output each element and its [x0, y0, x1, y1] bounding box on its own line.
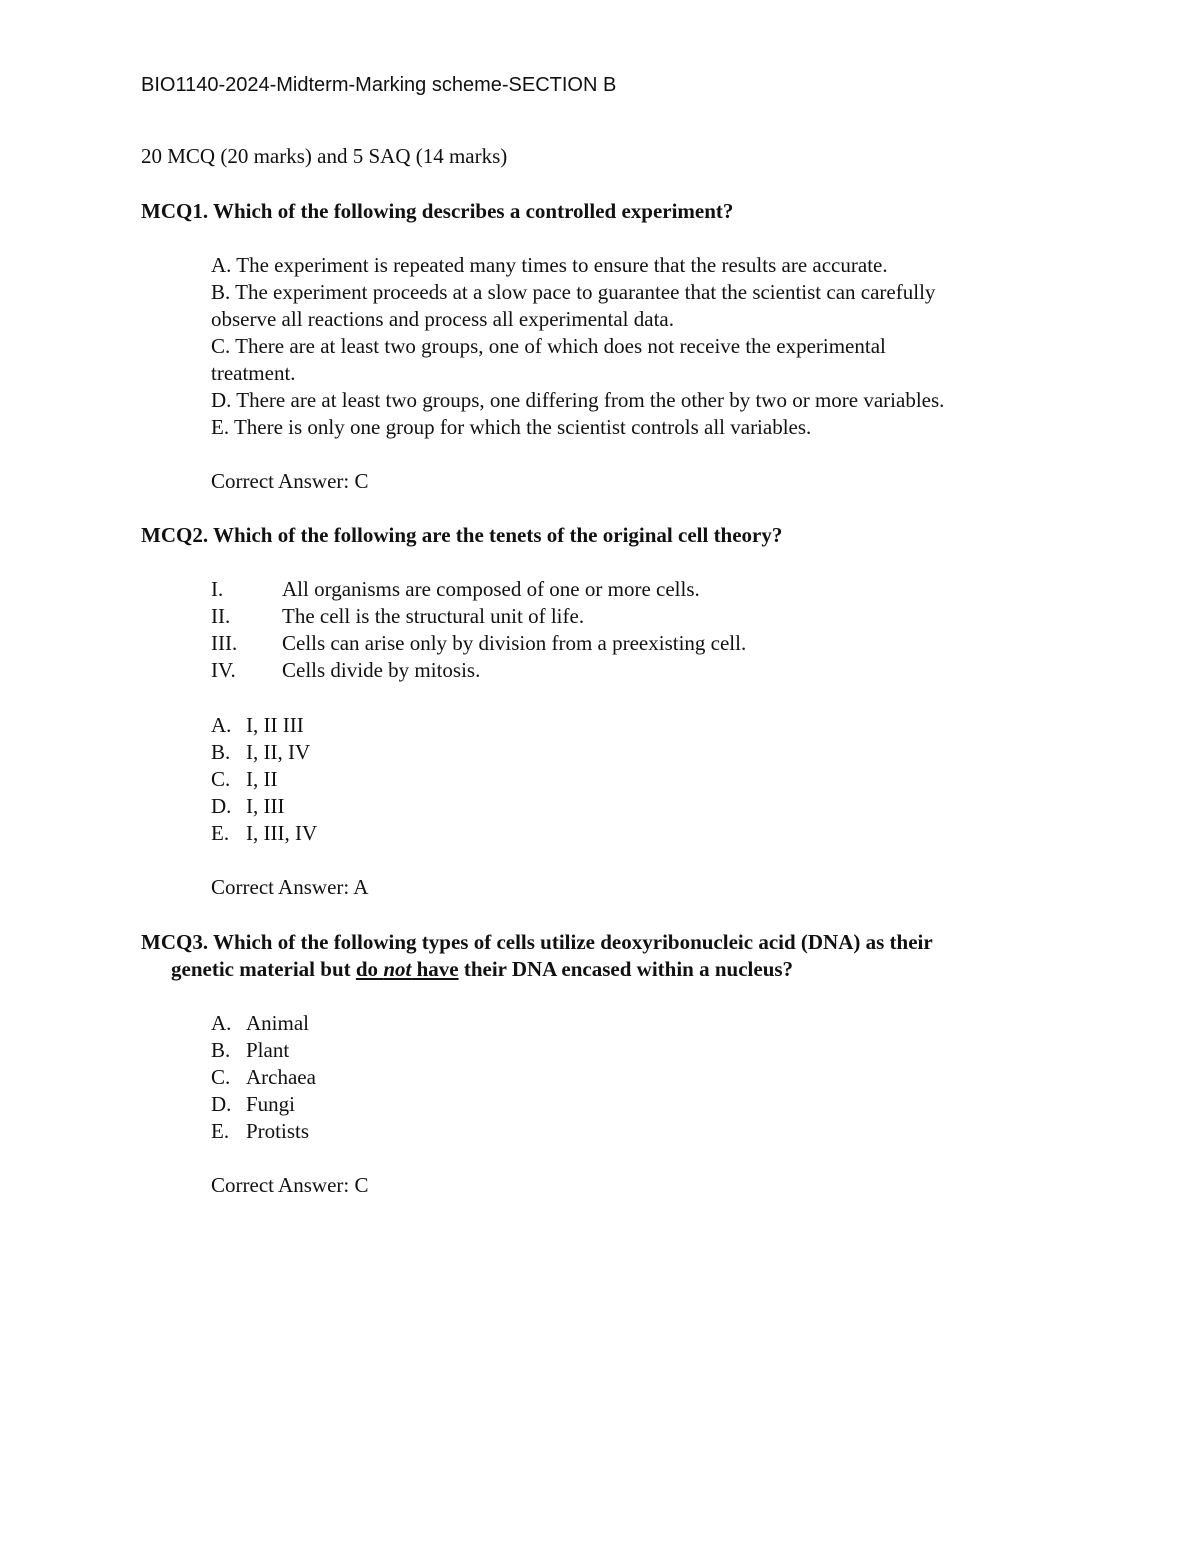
document-title: BIO1140-2024-Midterm-Marking scheme-SECTION B — [141, 74, 617, 96]
mcq3-question-line2 — [171, 956, 793, 983]
mcq2-option-letter: A. — [211, 713, 232, 737]
mcq2-question: MCQ2. Which of the following are the tenets of the original cell theory? — [141, 523, 783, 547]
mcq3-option-text: Protists — [246, 1119, 310, 1143]
mcq2-option-text: I, III — [246, 794, 285, 818]
mcq3-do: do — [355, 957, 384, 981]
mcq2-correct-answer: Correct Answer: A — [211, 875, 369, 899]
mcq2-statement-num: I. — [211, 577, 224, 601]
mcq2-statement-text: Cells can arise only by division from a preexisting cell. — [282, 631, 747, 655]
mcq2-option-letter: D. — [211, 794, 232, 818]
mcq3-have: have — [411, 957, 459, 981]
mcq2-statement-num: II. — [211, 604, 231, 628]
mcq3-option-text: Archaea — [246, 1065, 316, 1089]
mcq1-option-d: D. There are at least two groups, one differing from the other by two or more variables. — [211, 388, 945, 412]
mcq3-option-letter: E. — [211, 1119, 230, 1143]
mcq2-statement-text: All organisms are composed of one or more cells. — [282, 577, 700, 601]
mcq3-correct-answer: Correct Answer: C — [211, 1173, 369, 1197]
mcq2-option-letter: C. — [211, 767, 231, 791]
mcq2-option-text: I, III, IV — [246, 821, 318, 845]
mcq3-option-text: Animal — [246, 1011, 309, 1035]
mcq1-option-b: B. The experiment proceeds at a slow pace to guarantee that the scientist can carefully — [211, 280, 936, 304]
mcq3-option-letter: D. — [211, 1092, 232, 1116]
mcq3-option-text: Fungi — [246, 1092, 296, 1116]
mcq3-option-letter: B. — [211, 1038, 231, 1062]
mcq1-option-c: C. There are at least two groups, one of which does not receive the experimental — [211, 334, 886, 358]
mcq3-not: not — [383, 957, 412, 981]
mcq2-option-letter: E. — [211, 821, 230, 845]
mcq2-option-letter: B. — [211, 740, 231, 764]
mcq1-option-b-cont: observe all reactions and process all experimental data. — [211, 307, 674, 331]
mcq3-emphasis — [356, 957, 459, 981]
mcq3-question-post: their DNA encased within a nucleus? — [458, 957, 794, 981]
mcq3-option-text: Plant — [246, 1038, 290, 1062]
mcq2-option-text: I, II — [246, 767, 278, 791]
mcq1-option-a: A. The experiment is repeated many times to ensure that the results are accurate. — [211, 253, 888, 277]
intro-line: 20 MCQ (20 marks) and 5 SAQ (14 marks) — [141, 144, 508, 168]
mcq2-statement-num: IV. — [211, 658, 236, 682]
mcq3-question-line1: MCQ3. Which of the following types of cells utilize deoxyribonucleic acid (DNA) as their — [141, 930, 933, 954]
mcq3-option-letter: A. — [211, 1011, 232, 1035]
mcq2-statement-num: III. — [211, 631, 238, 655]
mcq1-question: MCQ1. Which of the following describes a controlled experiment? — [141, 199, 734, 223]
mcq1-option-e: E. There is only one group for which the scientist controls all variables. — [211, 415, 812, 439]
mcq1-correct-answer: Correct Answer: C — [211, 469, 369, 493]
mcq2-statement-text: The cell is the structural unit of life. — [282, 604, 585, 628]
mcq2-statement-text: Cells divide by mitosis. — [282, 658, 481, 682]
mcq2-option-text: I, II III — [246, 713, 304, 737]
mcq3-option-letter: C. — [211, 1065, 231, 1089]
mcq3-question-pre: genetic material but — [171, 957, 356, 981]
mcq1-option-c-cont: treatment. — [211, 361, 296, 385]
mcq2-option-text: I, II, IV — [246, 740, 311, 764]
